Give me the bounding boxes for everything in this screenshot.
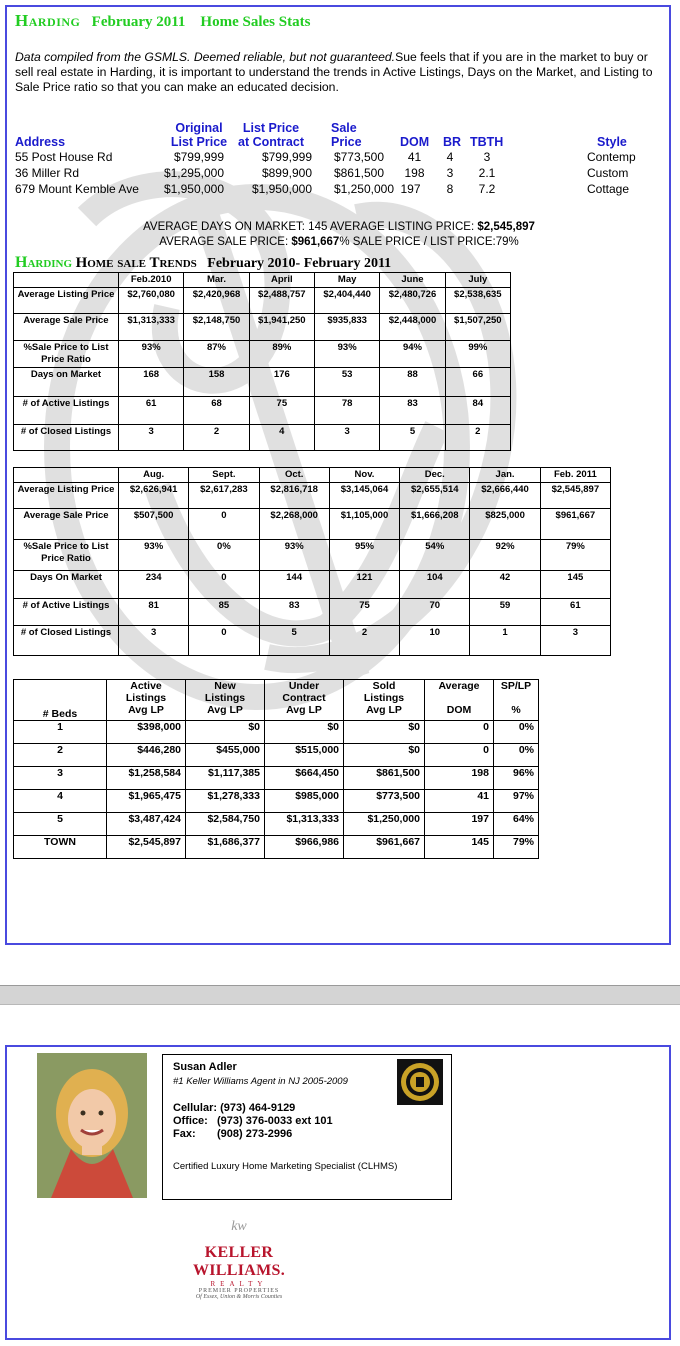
corner-cell (14, 273, 119, 288)
col-lpc-1: List Price (242, 121, 300, 135)
col-address: Address (15, 135, 66, 149)
row1-style: Contemp (587, 150, 636, 164)
agent-card (162, 1054, 452, 1200)
cell: 0% (189, 540, 259, 571)
row-label: # of Active Listings (14, 599, 119, 626)
row2-orig: $1,295,000 (163, 166, 224, 180)
cell: $961,667 (344, 836, 425, 859)
row2-dom: 198 (404, 166, 425, 180)
col-header: May (314, 273, 379, 288)
cell: 234 (119, 571, 189, 599)
row1-lpc: $799,999 (261, 150, 312, 164)
trends-title (15, 254, 391, 272)
cell: 79% (540, 540, 610, 571)
row-label: # of Closed Listings (14, 626, 119, 656)
cell: $507,500 (119, 509, 189, 540)
report-page (5, 5, 671, 945)
col-header: June (380, 273, 445, 288)
col-header: Nov. (329, 468, 399, 483)
svg-text:kw: kw (231, 1219, 247, 1234)
row-label: Average Listing Price (14, 288, 119, 314)
cell: $2,538,635 (445, 288, 510, 314)
table-row (14, 509, 611, 540)
brand-area: Of Essex, Union & Morris Counties (195, 1294, 283, 1300)
header-line: Listings (363, 692, 405, 704)
fax-label: Fax: (173, 1128, 196, 1140)
fax-number[interactable]: (908) 273-2996 (217, 1128, 293, 1140)
agent-certification: Certified Luxury Home Marketing Specialist (CLHMS) (173, 1161, 398, 1172)
cell: $2,584,750 (186, 813, 265, 836)
cell: $935,833 (314, 314, 379, 341)
title-subtitle: Home Sales Stats (200, 14, 311, 30)
cell: 4 (249, 425, 314, 451)
row3-sale: $1,250,000 (333, 182, 394, 196)
cell: $0 (186, 721, 265, 744)
cell: $0 (344, 721, 425, 744)
header-line: DOM (446, 704, 472, 716)
row2-address: 36 Miller Rd (15, 166, 80, 180)
row3-tbth: 7.2 (478, 182, 496, 196)
agent-photo (37, 1053, 147, 1198)
row-label: # of Closed Listings (14, 425, 119, 451)
agent-name: Susan Adler (173, 1061, 237, 1073)
header-line: Contract (282, 692, 326, 704)
avg-dom-label: AVERAGE DAYS ON MARKET: 145 AVERAGE LISTING PRICE: (143, 221, 478, 233)
avg-sale-label: AVERAGE SALE PRICE: (159, 236, 292, 248)
brand-premier: PREMIER PROPERTIES (198, 1288, 280, 1294)
cell: $515,000 (265, 744, 344, 767)
cell: 42 (470, 571, 540, 599)
cell: 168 (119, 368, 184, 397)
beds-count: 2 (14, 744, 107, 767)
cell: 78 (314, 397, 379, 425)
row3-orig: $1,950,000 (163, 182, 224, 196)
header-line: Avg LP (286, 704, 322, 716)
cell: 145 (540, 571, 610, 599)
beds-count: 5 (14, 813, 107, 836)
cell: 81 (119, 599, 189, 626)
cell: 61 (540, 599, 610, 626)
table-row (14, 836, 539, 859)
row-label: Days On Market (14, 571, 119, 599)
cell: $966,986 (265, 836, 344, 859)
col-header: Jan. (470, 468, 540, 483)
row3-dom: 197 (400, 182, 421, 196)
cell: 53 (314, 368, 379, 397)
cell: $861,500 (344, 767, 425, 790)
cell: $2,545,897 (107, 836, 186, 859)
avg-line-1 (7, 221, 671, 233)
row1-br: 4 (446, 150, 454, 164)
cell: $2,404,440 (314, 288, 379, 314)
cell: $1,941,250 (249, 314, 314, 341)
col-lpc-2: at Contract (238, 135, 304, 149)
intro-text: Sue feels that if you are in the market to buy or sell real estate in Harding, it is important to understand the trends in Active Listings, Days on the Market, and Listing to Sale Price ratio so that you can make an educated decision. (15, 50, 653, 94)
table-row (14, 397, 511, 425)
cell: 93% (119, 540, 189, 571)
cell: $1,117,385 (186, 767, 265, 790)
cell: $2,666,440 (470, 483, 540, 509)
cell: 75 (249, 397, 314, 425)
col-header: Mar. (184, 273, 249, 288)
cell: $985,000 (265, 790, 344, 813)
col-header: July (445, 273, 510, 288)
col-header: Feb. 2011 (540, 468, 610, 483)
cell: 10 (400, 626, 470, 656)
cell: 121 (329, 571, 399, 599)
header-line: Active (130, 680, 162, 692)
cell: $1,507,250 (445, 314, 510, 341)
header-line: Listings (125, 692, 167, 704)
cell: 99% (445, 341, 510, 368)
table-row (14, 767, 539, 790)
cell: $2,268,000 (259, 509, 329, 540)
col-header: Sept. (189, 468, 259, 483)
cell: 93% (314, 341, 379, 368)
table-row (14, 599, 611, 626)
cell: 89% (249, 341, 314, 368)
header-line: % (511, 704, 521, 716)
cell: 144 (259, 571, 329, 599)
new-col-header (186, 680, 265, 721)
cell: $455,000 (186, 744, 265, 767)
cell: 68 (184, 397, 249, 425)
cell: 88 (380, 368, 445, 397)
row-label: Average Listing Price (14, 483, 119, 509)
cell: $773,500 (344, 790, 425, 813)
cell: 94% (380, 341, 445, 368)
header-line: New (214, 680, 236, 692)
table-row (14, 483, 611, 509)
row-label: # of Active Listings (14, 397, 119, 425)
cell: $2,626,941 (119, 483, 189, 509)
cell: $1,105,000 (329, 509, 399, 540)
cell: 93% (119, 341, 184, 368)
row1-dom: 41 (407, 150, 422, 164)
cell: 75 (329, 599, 399, 626)
cell: $2,545,897 (540, 483, 610, 509)
header-line: Average (438, 680, 480, 692)
row-label: Average Sale Price (14, 509, 119, 540)
fax-line (173, 1128, 333, 1141)
col-header: Oct. (259, 468, 329, 483)
brand-realty: REALTY (210, 1280, 268, 1288)
cell: $3,145,064 (329, 483, 399, 509)
cell: 93% (259, 540, 329, 571)
cell: 3 (314, 425, 379, 451)
cell: 176 (249, 368, 314, 397)
cell: $1,313,333 (265, 813, 344, 836)
row1-tbth: 3 (483, 150, 491, 164)
table-row (14, 790, 539, 813)
cell: 0 (189, 626, 259, 656)
cell: 97% (494, 790, 539, 813)
row-label: Average Sale Price (14, 314, 119, 341)
beds-col-header (14, 680, 107, 721)
row2-lpc: $899,900 (261, 166, 312, 180)
row3-br: 8 (446, 182, 454, 196)
table-row (14, 626, 611, 656)
col-header: April (249, 273, 314, 288)
avg-sale-price: $961,667 (291, 236, 340, 248)
row1-orig: $799,999 (173, 150, 224, 164)
table-row (14, 288, 511, 314)
office-line (173, 1115, 333, 1128)
cell: 0 (189, 509, 259, 540)
table-row (14, 721, 539, 744)
cell: 0% (494, 744, 539, 767)
cell: 83 (380, 397, 445, 425)
cell: $1,686,377 (186, 836, 265, 859)
cell: $2,480,726 (380, 288, 445, 314)
cell: $1,258,584 (107, 767, 186, 790)
table-row (14, 341, 511, 368)
cell: 79% (494, 836, 539, 859)
cell: 87% (184, 341, 249, 368)
col-sale-2: Price (331, 135, 362, 149)
office-label: Office: (173, 1115, 208, 1127)
header-line: Avg LP (366, 704, 402, 716)
row2-sale: $861,500 (333, 166, 384, 180)
header-line: SP/LP (500, 680, 532, 692)
cell: 0 (189, 571, 259, 599)
agent-tagline: #1 Keller Williams Agent in NJ 2005-2009 (173, 1076, 348, 1087)
cell: $2,655,514 (400, 483, 470, 509)
trends-label: Home sale Trends (75, 255, 197, 271)
table-row (14, 744, 539, 767)
col-orig-2: List Price (170, 135, 228, 149)
header-spacer (498, 692, 534, 704)
cell: $1,313,333 (119, 314, 184, 341)
cell: 3 (119, 425, 184, 451)
cell: 95% (329, 540, 399, 571)
avg-list-price: $2,545,897 (477, 221, 535, 233)
table-row (14, 540, 611, 571)
dom-col-header (425, 680, 494, 721)
cell: $0 (265, 721, 344, 744)
cell: $1,278,333 (186, 790, 265, 813)
col-orig-1: Original (175, 121, 223, 135)
cell: $398,000 (107, 721, 186, 744)
cell: 0% (494, 721, 539, 744)
col-tbth: TBTH (470, 135, 504, 149)
beds-table (13, 679, 539, 859)
header-line: Under (288, 680, 320, 692)
brand-name: KELLER WILLIAMS. (192, 1244, 286, 1279)
cell: 61 (119, 397, 184, 425)
cell: 64% (494, 813, 539, 836)
cell: $2,148,750 (184, 314, 249, 341)
agent-page (5, 1045, 671, 1340)
beds-count: 3 (14, 767, 107, 790)
cell: 158 (184, 368, 249, 397)
cell: $2,488,757 (249, 288, 314, 314)
cell: 41 (425, 790, 494, 813)
cellular-label: Cellular: (173, 1102, 218, 1114)
cell: $2,816,718 (259, 483, 329, 509)
trends-table-2-header (14, 468, 611, 483)
cell: 70 (400, 599, 470, 626)
cell: $1,250,000 (344, 813, 425, 836)
header-line: Listings (204, 692, 246, 704)
report-title (15, 11, 310, 31)
trends-town: Harding (15, 254, 73, 271)
active-col-header (107, 680, 186, 721)
title-month: February 2011 (91, 14, 186, 30)
header-line: Avg LP (207, 704, 243, 716)
row-label: %Sale Price to List Price Ratio (14, 341, 119, 368)
title-town: Harding (15, 11, 81, 30)
cell: 145 (425, 836, 494, 859)
cell: 5 (380, 425, 445, 451)
row3-address: 679 Mount Kemble Ave (15, 182, 139, 196)
cell: $2,448,000 (380, 314, 445, 341)
cell: $1,965,475 (107, 790, 186, 813)
row-label: %Sale Price to List Price Ratio (14, 540, 119, 571)
row2-style: Custom (587, 166, 629, 180)
beds-col-label: # Beds (42, 708, 78, 720)
cell: 92% (470, 540, 540, 571)
cell: 0 (425, 744, 494, 767)
cell: 0 (425, 721, 494, 744)
beds-count: 4 (14, 790, 107, 813)
corner-cell (14, 468, 119, 483)
table-row (14, 425, 511, 451)
cell: 54% (400, 540, 470, 571)
agent-portrait-icon (37, 1053, 147, 1198)
cell: 197 (425, 813, 494, 836)
cell: 3 (540, 626, 610, 656)
sold-col-header (344, 680, 425, 721)
trends-table-1-header (14, 273, 511, 288)
cell: 84 (445, 397, 510, 425)
cell: 198 (425, 767, 494, 790)
cell: $3,487,424 (107, 813, 186, 836)
intro-disclaimer: Data compiled from the GSMLS. Deemed reliable, but not guaranteed. (15, 50, 396, 64)
cell: 104 (400, 571, 470, 599)
cell: $1,666,208 (400, 509, 470, 540)
agent-contact (173, 1102, 333, 1141)
office-number[interactable]: (973) 376-0033 ext 101 (217, 1115, 333, 1127)
cellular-line (173, 1102, 333, 1115)
cell: 2 (445, 425, 510, 451)
beds-header (14, 680, 539, 721)
cell: 66 (445, 368, 510, 397)
col-header: Feb.2010 (119, 273, 184, 288)
col-dom: DOM (400, 135, 430, 149)
cell: 3 (119, 626, 189, 656)
cell: 2 (329, 626, 399, 656)
cell: 2 (184, 425, 249, 451)
col-sale-1: Sale (331, 121, 357, 135)
clhms-seal-icon (397, 1059, 443, 1105)
cell: $446,280 (107, 744, 186, 767)
kw-monogram-icon (229, 1215, 249, 1235)
cell: $2,420,968 (184, 288, 249, 314)
cell: $961,667 (540, 509, 610, 540)
row1-address: 55 Post House Rd (15, 150, 113, 164)
avg-line-2 (7, 236, 671, 248)
col-header: Aug. (119, 468, 189, 483)
table-row (14, 368, 511, 397)
trends-range: February 2010- February 2011 (207, 256, 392, 271)
cell: 5 (259, 626, 329, 656)
trends-table-2 (13, 467, 611, 656)
intro-paragraph (15, 50, 663, 95)
cell: 96% (494, 767, 539, 790)
avg-ratio: % SALE PRICE / LIST PRICE:79% (339, 236, 519, 248)
header-spacer (429, 692, 489, 704)
cell: 59 (470, 599, 540, 626)
col-style: Style (597, 135, 627, 149)
row2-tbth: 2.1 (478, 166, 496, 180)
page-divider (0, 985, 680, 1005)
under-contract-col-header (265, 680, 344, 721)
cell: $825,000 (470, 509, 540, 540)
beds-count: 1 (14, 721, 107, 744)
header-line: Sold (372, 680, 396, 692)
beds-count: TOWN (14, 836, 107, 859)
row1-sale: $773,500 (333, 150, 384, 164)
keller-williams-logo (169, 1215, 309, 1300)
cell: 83 (259, 599, 329, 626)
trends-table-1 (13, 272, 511, 451)
cell: $2,760,080 (119, 288, 184, 314)
row2-br: 3 (446, 166, 454, 180)
table-row (14, 571, 611, 599)
row3-style: Cottage (587, 182, 630, 196)
col-br: BR (443, 135, 462, 149)
table-row (14, 813, 539, 836)
row3-lpc: $1,950,000 (251, 182, 312, 196)
cell: $2,617,283 (189, 483, 259, 509)
splp-col-header (494, 680, 539, 721)
cell: $0 (344, 744, 425, 767)
col-header: Dec. (400, 468, 470, 483)
table-row (14, 314, 511, 341)
cellular-number[interactable]: (973) 464-9129 (220, 1102, 296, 1114)
cell: 1 (470, 626, 540, 656)
cell: $664,450 (265, 767, 344, 790)
header-line: Avg LP (128, 704, 164, 716)
row-label: Days on Market (14, 368, 119, 397)
cell: 85 (189, 599, 259, 626)
